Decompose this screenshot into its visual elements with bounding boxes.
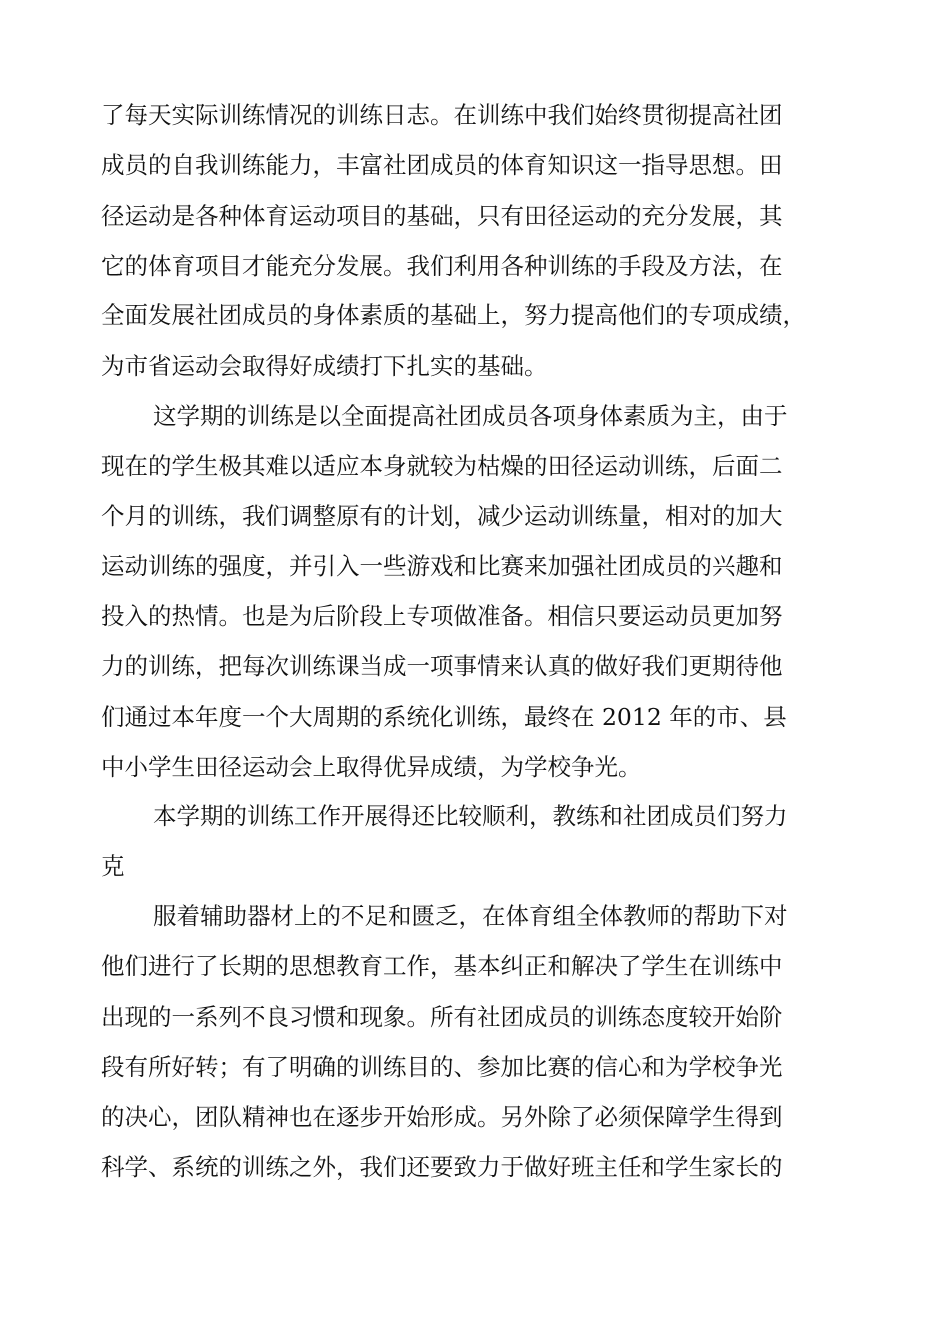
text-line: 们通过本年度一个大周期的系统化训练，最终在 2012 年的市、县 <box>101 703 787 731</box>
text-line: 中小学生田径运动会上取得优异成绩，为学校争光。 <box>101 753 642 781</box>
text-line: 运动训练的强度，并引入一些游戏和比赛来加强社团成员的兴趣和 <box>101 552 783 580</box>
text-line: 成员的自我训练能力，丰富社团成员的体育知识这一指导思想。田 <box>101 151 783 179</box>
text-line: 为市省运动会取得好成绩打下扎实的基础。 <box>101 352 548 380</box>
text-line: 段有所好转；有了明确的训练目的、参加比赛的信心和为学校争光 <box>101 1053 783 1081</box>
text-line: 现在的学生极其难以适应本身就较为枯燥的田径运动训练，后面二 <box>101 452 783 480</box>
text-line: 出现的一系列不良习惯和现象。所有社团成员的训练态度较开始阶 <box>101 1003 783 1031</box>
text-line: 投入的热情。也是为后阶段上专项做准备。相信只要运动员更加努 <box>101 602 783 630</box>
text-line: 的决心，团队精神也在逐步开始形成。另外除了必须保障学生得到 <box>101 1103 783 1131</box>
text-line: 他们进行了长期的思想教育工作，基本纠正和解决了学生在训练中 <box>101 952 783 980</box>
text-line: 了每天实际训练情况的训练日志。在训练中我们始终贯彻提高社团 <box>101 101 783 129</box>
text-line: 径运动是各种体育运动项目的基础，只有田径运动的充分发展，其 <box>101 202 783 230</box>
paragraph-first-line: 本学期的训练工作开展得还比较顺利，教练和社团成员们努力 <box>153 802 788 830</box>
paragraph-first-line: 这学期的训练是以全面提高社团成员各项身体素质为主，由于 <box>153 402 788 430</box>
text-line: 克 <box>101 852 125 880</box>
text-line: 个月的训练，我们调整原有的计划，减少运动训练量，相对的加大 <box>101 502 783 530</box>
paragraph-first-line: 服着辅助器材上的不足和匮乏，在体育组全体教师的帮助下对 <box>153 902 788 930</box>
text-line: 全面发展社团成员的身体素质的基础上，努力提高他们的专项成绩， <box>101 301 806 329</box>
text-line: 力的训练，把每次训练课当成一项事情来认真的做好我们更期待他 <box>101 652 783 680</box>
text-line: 它的体育项目才能充分发展。我们利用各种训练的手段及方法，在 <box>101 252 783 280</box>
text-line: 科学、系统的训练之外，我们还要致力于做好班主任和学生家长的 <box>101 1153 783 1181</box>
